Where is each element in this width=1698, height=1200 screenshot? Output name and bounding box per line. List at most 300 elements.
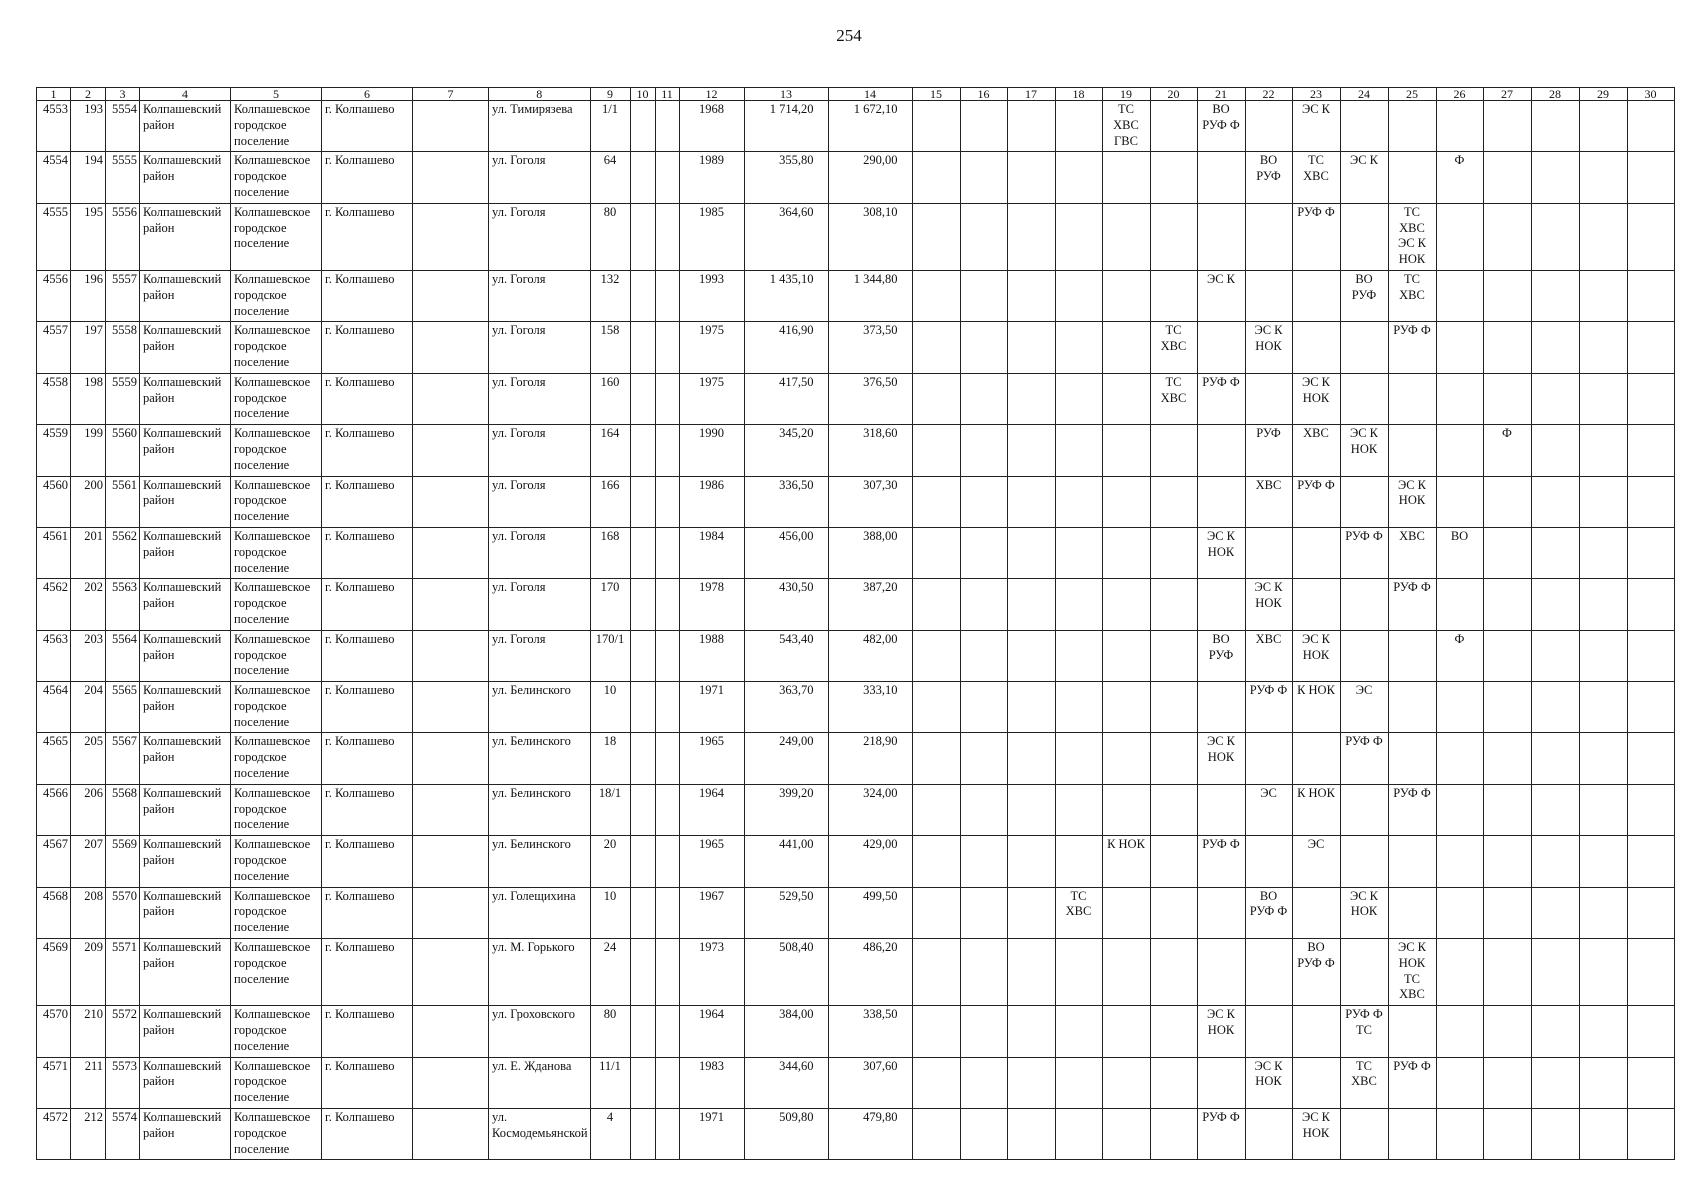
table-cell-col-26 bbox=[1436, 784, 1483, 835]
table-cell-col-11 bbox=[655, 527, 679, 578]
table-cell-col-13: 344,60 bbox=[744, 1057, 828, 1108]
table-cell-col-18 bbox=[1055, 1109, 1102, 1160]
table-cell-col-23 bbox=[1292, 322, 1340, 373]
table-cell-col-28 bbox=[1531, 1057, 1579, 1108]
table-cell-col-5: Колпашевское городское поселение bbox=[231, 733, 322, 784]
table-cell-col-11 bbox=[655, 784, 679, 835]
table-cell-col-4: Колпашевский район bbox=[140, 939, 231, 1006]
table-cell-col-25 bbox=[1388, 836, 1436, 887]
table-cell-col-10 bbox=[630, 203, 655, 270]
table-cell-col-19 bbox=[1102, 203, 1150, 270]
column-number-22: 22 bbox=[1245, 88, 1292, 101]
table-cell-col-14: 486,20 bbox=[828, 939, 912, 1006]
table-cell-col-10 bbox=[630, 373, 655, 424]
table-cell-col-4: Колпашевский район bbox=[140, 373, 231, 424]
table-cell-col-18 bbox=[1055, 101, 1102, 152]
table-cell-col-1: 4568 bbox=[37, 887, 71, 938]
table-cell-col-26 bbox=[1436, 101, 1483, 152]
table-cell-col-28 bbox=[1531, 836, 1579, 887]
table-cell-col-3: 5567 bbox=[106, 733, 140, 784]
table-cell-col-24: РУФ Ф bbox=[1340, 733, 1388, 784]
table-cell-col-9: 20 bbox=[590, 836, 630, 887]
table-cell-col-13: 355,80 bbox=[744, 152, 828, 203]
table-cell-col-28 bbox=[1531, 527, 1579, 578]
table-cell-col-25 bbox=[1388, 425, 1436, 476]
table-cell-col-5: Колпашевское городское поселение bbox=[231, 1109, 322, 1160]
table-cell-col-6: г. Колпашево bbox=[322, 733, 413, 784]
table-cell-col-14: 218,90 bbox=[828, 733, 912, 784]
table-cell-col-27 bbox=[1483, 682, 1531, 733]
table-cell-col-30 bbox=[1627, 887, 1674, 938]
table-cell-col-25: ЭС К НОК bbox=[1388, 476, 1436, 527]
table-cell-col-18 bbox=[1055, 203, 1102, 270]
table-cell-col-11 bbox=[655, 887, 679, 938]
table-cell-col-10 bbox=[630, 476, 655, 527]
table-row bbox=[37, 373, 1675, 424]
table-cell-col-24: ТС ХВС bbox=[1340, 1057, 1388, 1108]
column-number-24: 24 bbox=[1340, 88, 1388, 101]
table-cell-col-2: 198 bbox=[71, 373, 106, 424]
table-cell-col-5: Колпашевское городское поселение bbox=[231, 1057, 322, 1108]
table-cell-col-29 bbox=[1579, 579, 1627, 630]
column-number-3: 3 bbox=[106, 88, 140, 101]
table-cell-col-19 bbox=[1102, 476, 1150, 527]
table-cell-col-1: 4564 bbox=[37, 682, 71, 733]
table-cell-col-15 bbox=[912, 887, 960, 938]
table-cell-col-16 bbox=[960, 784, 1007, 835]
table-cell-col-24 bbox=[1340, 579, 1388, 630]
table-cell-col-11 bbox=[655, 1057, 679, 1108]
table-cell-col-29 bbox=[1579, 101, 1627, 152]
table-cell-col-28 bbox=[1531, 630, 1579, 681]
table-cell-col-30 bbox=[1627, 270, 1674, 321]
table-cell-col-20: ТС ХВС bbox=[1150, 373, 1197, 424]
table-cell-col-30 bbox=[1627, 682, 1674, 733]
table-cell-col-16 bbox=[960, 1109, 1007, 1160]
table-cell-col-26 bbox=[1436, 1006, 1483, 1057]
table-cell-col-20 bbox=[1150, 1109, 1197, 1160]
table-cell-col-10 bbox=[630, 101, 655, 152]
table-cell-col-25: ТС ХВС bbox=[1388, 270, 1436, 321]
table-cell-col-7 bbox=[413, 373, 489, 424]
table-cell-col-14: 324,00 bbox=[828, 784, 912, 835]
table-cell-col-19 bbox=[1102, 322, 1150, 373]
table-cell-col-18: ТС ХВС bbox=[1055, 887, 1102, 938]
table-cell-col-9: 170 bbox=[590, 579, 630, 630]
table-cell-col-14: 290,00 bbox=[828, 152, 912, 203]
table-cell-col-13: 1 435,10 bbox=[744, 270, 828, 321]
table-cell-col-26 bbox=[1436, 682, 1483, 733]
table-cell-col-29 bbox=[1579, 1057, 1627, 1108]
table-cell-col-6: г. Колпашево bbox=[322, 373, 413, 424]
table-cell-col-18 bbox=[1055, 527, 1102, 578]
table-cell-col-13: 345,20 bbox=[744, 425, 828, 476]
table-cell-col-6: г. Колпашево bbox=[322, 476, 413, 527]
table-cell-col-11 bbox=[655, 270, 679, 321]
table-cell-col-21 bbox=[1197, 203, 1245, 270]
table-cell-col-27 bbox=[1483, 1006, 1531, 1057]
table-cell-col-20 bbox=[1150, 939, 1197, 1006]
table-cell-col-15 bbox=[912, 322, 960, 373]
table-cell-col-24: ЭС bbox=[1340, 682, 1388, 733]
table-cell-col-24 bbox=[1340, 630, 1388, 681]
table-cell-col-2: 201 bbox=[71, 527, 106, 578]
table-cell-col-25 bbox=[1388, 101, 1436, 152]
table-cell-col-9: 80 bbox=[590, 1006, 630, 1057]
table-cell-col-17 bbox=[1007, 939, 1055, 1006]
table-cell-col-21: ЭС К НОК bbox=[1197, 733, 1245, 784]
table-cell-col-2: 203 bbox=[71, 630, 106, 681]
table-cell-col-4: Колпашевский район bbox=[140, 322, 231, 373]
table-cell-col-26 bbox=[1436, 322, 1483, 373]
table-cell-col-16 bbox=[960, 425, 1007, 476]
table-cell-col-1: 4560 bbox=[37, 476, 71, 527]
table-cell-col-5: Колпашевское городское поселение bbox=[231, 425, 322, 476]
table-cell-col-13: 543,40 bbox=[744, 630, 828, 681]
table-row bbox=[37, 1109, 1675, 1160]
table-cell-col-21: РУФ Ф bbox=[1197, 836, 1245, 887]
table-cell-col-8: ул. Тимирязева bbox=[489, 101, 591, 152]
table-cell-col-29 bbox=[1579, 1109, 1627, 1160]
table-cell-col-11 bbox=[655, 939, 679, 1006]
table-cell-col-27 bbox=[1483, 887, 1531, 938]
table-cell-col-30 bbox=[1627, 152, 1674, 203]
table-cell-col-12: 1964 bbox=[679, 784, 744, 835]
table-cell-col-19 bbox=[1102, 1057, 1150, 1108]
table-cell-col-30 bbox=[1627, 630, 1674, 681]
table-cell-col-19: ТС ХВС ГВС bbox=[1102, 101, 1150, 152]
table-cell-col-18 bbox=[1055, 682, 1102, 733]
table-cell-col-28 bbox=[1531, 152, 1579, 203]
table-cell-col-3: 5554 bbox=[106, 101, 140, 152]
table-cell-col-29 bbox=[1579, 152, 1627, 203]
column-number-25: 25 bbox=[1388, 88, 1436, 101]
table-cell-col-12: 1971 bbox=[679, 682, 744, 733]
table-cell-col-29 bbox=[1579, 270, 1627, 321]
table-row bbox=[37, 887, 1675, 938]
table-cell-col-6: г. Колпашево bbox=[322, 630, 413, 681]
table-cell-col-27 bbox=[1483, 203, 1531, 270]
table-cell-col-8: ул. Гоголя bbox=[489, 425, 591, 476]
column-number-20: 20 bbox=[1150, 88, 1197, 101]
table-cell-col-26 bbox=[1436, 579, 1483, 630]
table-cell-col-16 bbox=[960, 203, 1007, 270]
table-cell-col-22 bbox=[1245, 373, 1292, 424]
table-cell-col-8: ул. Гоголя bbox=[489, 373, 591, 424]
column-number-18: 18 bbox=[1055, 88, 1102, 101]
column-number-19: 19 bbox=[1102, 88, 1150, 101]
table-cell-col-11 bbox=[655, 203, 679, 270]
table-cell-col-21 bbox=[1197, 939, 1245, 1006]
table-cell-col-1: 4557 bbox=[37, 322, 71, 373]
table-cell-col-21: ЭС К bbox=[1197, 270, 1245, 321]
table-cell-col-16 bbox=[960, 270, 1007, 321]
table-cell-col-12: 1978 bbox=[679, 579, 744, 630]
table-cell-col-7 bbox=[413, 579, 489, 630]
table-cell-col-27: Ф bbox=[1483, 425, 1531, 476]
table-cell-col-3: 5565 bbox=[106, 682, 140, 733]
table-cell-col-1: 4558 bbox=[37, 373, 71, 424]
table-cell-col-20 bbox=[1150, 476, 1197, 527]
table-cell-col-12: 1990 bbox=[679, 425, 744, 476]
table-cell-col-15 bbox=[912, 527, 960, 578]
table-cell-col-29 bbox=[1579, 784, 1627, 835]
table-cell-col-14: 499,50 bbox=[828, 887, 912, 938]
table-cell-col-24 bbox=[1340, 101, 1388, 152]
table-cell-col-11 bbox=[655, 682, 679, 733]
table-cell-col-24 bbox=[1340, 322, 1388, 373]
table-cell-col-6: г. Колпашево bbox=[322, 1109, 413, 1160]
table-cell-col-5: Колпашевское городское поселение bbox=[231, 887, 322, 938]
table-cell-col-13: 529,50 bbox=[744, 887, 828, 938]
table-cell-col-16 bbox=[960, 630, 1007, 681]
table-cell-col-16 bbox=[960, 476, 1007, 527]
table-cell-col-9: 10 bbox=[590, 887, 630, 938]
table-cell-col-20 bbox=[1150, 784, 1197, 835]
table-cell-col-24 bbox=[1340, 1109, 1388, 1160]
table-cell-col-3: 5564 bbox=[106, 630, 140, 681]
table-cell-col-1: 4565 bbox=[37, 733, 71, 784]
table-cell-col-30 bbox=[1627, 373, 1674, 424]
table-cell-col-18 bbox=[1055, 322, 1102, 373]
column-number-29: 29 bbox=[1579, 88, 1627, 101]
table-cell-col-1: 4569 bbox=[37, 939, 71, 1006]
table-cell-col-13: 456,00 bbox=[744, 527, 828, 578]
table-cell-col-15 bbox=[912, 939, 960, 1006]
table-cell-col-28 bbox=[1531, 101, 1579, 152]
column-number-header-row bbox=[37, 88, 1675, 101]
table-cell-col-27 bbox=[1483, 476, 1531, 527]
table-cell-col-19 bbox=[1102, 682, 1150, 733]
table-row bbox=[37, 425, 1675, 476]
table-cell-col-6: г. Колпашево bbox=[322, 425, 413, 476]
table-cell-col-24: ЭС К bbox=[1340, 152, 1388, 203]
table-cell-col-18 bbox=[1055, 425, 1102, 476]
table-cell-col-28 bbox=[1531, 476, 1579, 527]
table-cell-col-23 bbox=[1292, 527, 1340, 578]
table-cell-col-4: Колпашевский район bbox=[140, 579, 231, 630]
table-cell-col-26: ВО bbox=[1436, 527, 1483, 578]
table-cell-col-15 bbox=[912, 1057, 960, 1108]
table-cell-col-1: 4562 bbox=[37, 579, 71, 630]
table-cell-col-29 bbox=[1579, 682, 1627, 733]
table-cell-col-9: 10 bbox=[590, 682, 630, 733]
table-cell-col-14: 376,50 bbox=[828, 373, 912, 424]
column-number-14: 14 bbox=[828, 88, 912, 101]
table-cell-col-27 bbox=[1483, 322, 1531, 373]
table-cell-col-12: 1967 bbox=[679, 887, 744, 938]
table-cell-col-18 bbox=[1055, 836, 1102, 887]
table-cell-col-9: 166 bbox=[590, 476, 630, 527]
table-cell-col-9: 80 bbox=[590, 203, 630, 270]
table-cell-col-16 bbox=[960, 1006, 1007, 1057]
table-cell-col-16 bbox=[960, 101, 1007, 152]
table-cell-col-21 bbox=[1197, 1057, 1245, 1108]
table-cell-col-24 bbox=[1340, 784, 1388, 835]
table-cell-col-15 bbox=[912, 152, 960, 203]
table-cell-col-7 bbox=[413, 939, 489, 1006]
table-cell-col-8: ул. Белинского bbox=[489, 784, 591, 835]
table-cell-col-11 bbox=[655, 630, 679, 681]
table-cell-col-4: Колпашевский район bbox=[140, 836, 231, 887]
table-cell-col-4: Колпашевский район bbox=[140, 152, 231, 203]
table-cell-col-4: Колпашевский район bbox=[140, 270, 231, 321]
table-cell-col-20 bbox=[1150, 579, 1197, 630]
table-cell-col-25: РУФ Ф bbox=[1388, 579, 1436, 630]
table-cell-col-26 bbox=[1436, 836, 1483, 887]
table-row bbox=[37, 1006, 1675, 1057]
table-cell-col-1: 4553 bbox=[37, 101, 71, 152]
table-cell-col-20 bbox=[1150, 527, 1197, 578]
table-cell-col-25 bbox=[1388, 733, 1436, 784]
table-cell-col-10 bbox=[630, 630, 655, 681]
table-cell-col-12: 1986 bbox=[679, 476, 744, 527]
table-row bbox=[37, 939, 1675, 1006]
table-cell-col-13: 417,50 bbox=[744, 373, 828, 424]
table-row bbox=[37, 1057, 1675, 1108]
table-row bbox=[37, 270, 1675, 321]
table-cell-col-14: 338,50 bbox=[828, 1006, 912, 1057]
table-cell-col-10 bbox=[630, 425, 655, 476]
table-cell-col-23 bbox=[1292, 270, 1340, 321]
table-cell-col-28 bbox=[1531, 682, 1579, 733]
column-number-21: 21 bbox=[1197, 88, 1245, 101]
table-cell-col-24: ЭС К НОК bbox=[1340, 425, 1388, 476]
table-cell-col-11 bbox=[655, 476, 679, 527]
table-cell-col-8: ул. Гоголя bbox=[489, 630, 591, 681]
table-cell-col-7 bbox=[413, 527, 489, 578]
table-cell-col-27 bbox=[1483, 527, 1531, 578]
table-row bbox=[37, 322, 1675, 373]
table-cell-col-29 bbox=[1579, 203, 1627, 270]
table-cell-col-3: 5560 bbox=[106, 425, 140, 476]
table-cell-col-1: 4555 bbox=[37, 203, 71, 270]
table-cell-col-3: 5572 bbox=[106, 1006, 140, 1057]
table-cell-col-30 bbox=[1627, 425, 1674, 476]
table-cell-col-20 bbox=[1150, 887, 1197, 938]
table-cell-col-2: 204 bbox=[71, 682, 106, 733]
table-cell-col-23 bbox=[1292, 733, 1340, 784]
table-cell-col-18 bbox=[1055, 784, 1102, 835]
table-cell-col-28 bbox=[1531, 733, 1579, 784]
table-cell-col-23 bbox=[1292, 579, 1340, 630]
table-cell-col-27 bbox=[1483, 579, 1531, 630]
table-cell-col-8: ул. Е. Жданова bbox=[489, 1057, 591, 1108]
table-cell-col-30 bbox=[1627, 1109, 1674, 1160]
table-cell-col-5: Колпашевское городское поселение bbox=[231, 203, 322, 270]
table-cell-col-5: Колпашевское городское поселение bbox=[231, 101, 322, 152]
table-cell-col-5: Колпашевское городское поселение bbox=[231, 527, 322, 578]
table-cell-col-2: 195 bbox=[71, 203, 106, 270]
table-cell-col-7 bbox=[413, 784, 489, 835]
table-cell-col-29 bbox=[1579, 476, 1627, 527]
table-cell-col-12: 1984 bbox=[679, 527, 744, 578]
table-cell-col-20 bbox=[1150, 1057, 1197, 1108]
table-cell-col-29 bbox=[1579, 630, 1627, 681]
table-cell-col-14: 482,00 bbox=[828, 630, 912, 681]
table-cell-col-7 bbox=[413, 270, 489, 321]
column-number-2: 2 bbox=[71, 88, 106, 101]
table-cell-col-25 bbox=[1388, 1109, 1436, 1160]
table-cell-col-26: Ф bbox=[1436, 630, 1483, 681]
table-cell-col-27 bbox=[1483, 939, 1531, 1006]
table-cell-col-22: ХВС bbox=[1245, 476, 1292, 527]
table-cell-col-2: 202 bbox=[71, 579, 106, 630]
table-cell-col-17 bbox=[1007, 322, 1055, 373]
table-cell-col-19 bbox=[1102, 733, 1150, 784]
table-cell-col-14: 388,00 bbox=[828, 527, 912, 578]
table-row bbox=[37, 784, 1675, 835]
table-cell-col-5: Колпашевское городское поселение bbox=[231, 373, 322, 424]
table-row bbox=[37, 101, 1675, 152]
table-cell-col-26 bbox=[1436, 733, 1483, 784]
table-cell-col-3: 5559 bbox=[106, 373, 140, 424]
table-cell-col-1: 4567 bbox=[37, 836, 71, 887]
table-cell-col-18 bbox=[1055, 630, 1102, 681]
table-cell-col-6: г. Колпашево bbox=[322, 152, 413, 203]
table-cell-col-23 bbox=[1292, 1006, 1340, 1057]
table-cell-col-13: 416,90 bbox=[744, 322, 828, 373]
table-cell-col-11 bbox=[655, 322, 679, 373]
table-cell-col-9: 132 bbox=[590, 270, 630, 321]
table-cell-col-29 bbox=[1579, 322, 1627, 373]
table-cell-col-9: 1/1 bbox=[590, 101, 630, 152]
table-cell-col-15 bbox=[912, 476, 960, 527]
table-cell-col-9: 18/1 bbox=[590, 784, 630, 835]
table-cell-col-7 bbox=[413, 630, 489, 681]
table-cell-col-30 bbox=[1627, 939, 1674, 1006]
table-cell-col-4: Колпашевский район bbox=[140, 733, 231, 784]
table-cell-col-6: г. Колпашево bbox=[322, 322, 413, 373]
table-cell-col-26 bbox=[1436, 373, 1483, 424]
column-number-6: 6 bbox=[322, 88, 413, 101]
table-cell-col-5: Колпашевское городское поселение bbox=[231, 579, 322, 630]
table-cell-col-20: ТС ХВС bbox=[1150, 322, 1197, 373]
table-cell-col-2: 197 bbox=[71, 322, 106, 373]
table-cell-col-3: 5556 bbox=[106, 203, 140, 270]
table-cell-col-5: Колпашевское городское поселение bbox=[231, 152, 322, 203]
table-cell-col-28 bbox=[1531, 939, 1579, 1006]
table-cell-col-14: 307,30 bbox=[828, 476, 912, 527]
table-cell-col-10 bbox=[630, 1057, 655, 1108]
table-cell-col-6: г. Колпашево bbox=[322, 1057, 413, 1108]
table-cell-col-22: ЭС К НОК bbox=[1245, 322, 1292, 373]
table-cell-col-12: 1985 bbox=[679, 203, 744, 270]
table-cell-col-21: ЭС К НОК bbox=[1197, 1006, 1245, 1057]
table-cell-col-22 bbox=[1245, 939, 1292, 1006]
table-cell-col-17 bbox=[1007, 630, 1055, 681]
table-cell-col-2: 206 bbox=[71, 784, 106, 835]
table-cell-col-9: 158 bbox=[590, 322, 630, 373]
column-number-26: 26 bbox=[1436, 88, 1483, 101]
table-cell-col-12: 1988 bbox=[679, 630, 744, 681]
table-cell-col-2: 194 bbox=[71, 152, 106, 203]
table-cell-col-21 bbox=[1197, 322, 1245, 373]
table-cell-col-14: 333,10 bbox=[828, 682, 912, 733]
table-cell-col-19 bbox=[1102, 630, 1150, 681]
table-cell-col-3: 5563 bbox=[106, 579, 140, 630]
table-cell-col-18 bbox=[1055, 733, 1102, 784]
table-cell-col-2: 208 bbox=[71, 887, 106, 938]
table-cell-col-3: 5562 bbox=[106, 527, 140, 578]
table-cell-col-11 bbox=[655, 1109, 679, 1160]
table-cell-col-28 bbox=[1531, 203, 1579, 270]
table-cell-col-20 bbox=[1150, 630, 1197, 681]
table-cell-col-17 bbox=[1007, 152, 1055, 203]
column-number-30: 30 bbox=[1627, 88, 1674, 101]
table-cell-col-8: ул. Голещихина bbox=[489, 887, 591, 938]
table-cell-col-14: 479,80 bbox=[828, 1109, 912, 1160]
